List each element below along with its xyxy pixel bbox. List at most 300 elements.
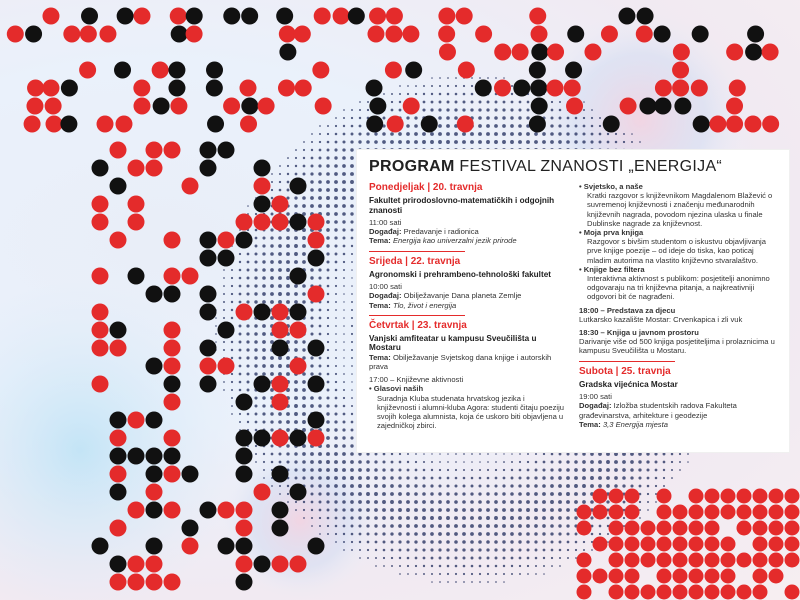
halftone-dot <box>327 341 329 343</box>
halftone-dot <box>279 173 281 175</box>
halftone-dot <box>582 500 586 504</box>
halftone-dot <box>358 140 361 143</box>
halftone-dot <box>583 109 585 111</box>
halftone-dot <box>327 301 329 303</box>
halftone-dot <box>286 236 290 240</box>
halftone-dot <box>470 548 473 551</box>
halftone-dot <box>231 285 233 287</box>
halftone-dot <box>502 108 505 111</box>
halftone-dot <box>431 93 433 95</box>
halftone-dot <box>350 204 354 208</box>
letter-dot <box>153 98 170 115</box>
letter-dot <box>63 26 80 43</box>
halftone-dot <box>439 77 441 79</box>
halftone-dot <box>630 468 634 472</box>
halftone-dot <box>470 500 474 504</box>
halftone-dot <box>574 484 578 488</box>
halftone-dot <box>535 549 538 552</box>
halftone-dot <box>503 469 505 471</box>
halftone-dot <box>534 492 538 496</box>
halftone-dot <box>263 469 265 471</box>
letter-dot <box>674 98 691 115</box>
halftone-dot <box>335 405 338 408</box>
halftone-dot <box>326 252 329 255</box>
halftone-dot <box>231 397 233 399</box>
halftone-dot <box>550 124 553 127</box>
halftone-dot <box>231 269 233 271</box>
halftone-dot <box>502 516 506 520</box>
halftone-dot <box>239 285 242 288</box>
halftone-dot <box>590 468 594 472</box>
halftone-dot <box>542 508 546 512</box>
halftone-dot <box>231 373 233 375</box>
halftone-dot <box>479 581 481 583</box>
halftone-dot <box>511 477 514 480</box>
halftone-dot <box>599 525 602 528</box>
halftone-dot <box>246 324 249 327</box>
saturday-heading: Subota | 25. travnja <box>579 365 671 377</box>
halftone-dot <box>599 133 602 136</box>
halftone-dot <box>439 453 441 455</box>
letter-dot <box>637 8 654 25</box>
halftone-dot <box>454 108 457 111</box>
halftone-dot <box>494 492 497 495</box>
halftone-dot <box>334 188 338 192</box>
halftone-dot <box>574 468 578 472</box>
halftone-dot <box>262 340 266 344</box>
halftone-dot <box>351 341 353 343</box>
letter-dot <box>762 116 779 133</box>
halftone-dot <box>423 461 425 463</box>
halftone-dot <box>342 204 346 208</box>
halftone-dot <box>287 181 290 184</box>
halftone-dot <box>494 484 497 487</box>
halftone-dot <box>543 461 546 464</box>
halftone-dot <box>278 356 282 360</box>
halftone-dot <box>286 284 290 288</box>
halftone-dot <box>414 492 418 496</box>
halftone-dot <box>647 493 649 495</box>
letter-dot <box>61 80 78 97</box>
halftone-dot <box>558 476 562 480</box>
halftone-dot <box>215 341 217 343</box>
halftone-dot <box>535 573 537 575</box>
halftone-dot <box>518 516 522 520</box>
halftone-dot <box>438 132 442 136</box>
letter-dot <box>753 505 768 520</box>
letter-dot <box>92 268 109 285</box>
halftone-dot <box>358 452 361 455</box>
halftone-dot <box>223 269 225 271</box>
letter-dot <box>223 98 240 115</box>
halftone-dot <box>254 252 257 255</box>
halftone-dot <box>494 508 498 512</box>
halftone-dot <box>343 389 345 391</box>
halftone-dot <box>534 484 538 488</box>
halftone-dot <box>614 476 618 480</box>
letter-dot <box>456 8 473 25</box>
letter-dot <box>726 116 743 133</box>
halftone-dot <box>350 212 353 215</box>
halftone-dot <box>462 524 466 528</box>
halftone-dot <box>655 501 657 503</box>
halftone-dot <box>231 317 233 319</box>
halftone-dot <box>311 493 314 496</box>
wednesday-heading: Srijeda | 22. travnja <box>369 255 461 267</box>
halftone-dot <box>374 508 378 512</box>
letter-dot <box>206 80 223 97</box>
halftone-dot <box>470 492 473 495</box>
halftone-dot <box>486 500 490 504</box>
halftone-dot <box>318 196 322 200</box>
halftone-dot <box>342 140 345 143</box>
halftone-dot <box>630 484 633 487</box>
halftone-dot <box>374 532 377 535</box>
halftone-dot <box>351 229 354 232</box>
halftone-dot <box>327 509 330 512</box>
halftone-dot <box>438 116 442 120</box>
halftone-dot <box>302 380 306 384</box>
halftone-dot <box>415 93 417 95</box>
halftone-dot <box>463 565 466 568</box>
halftone-dot <box>343 341 345 343</box>
halftone-dot <box>334 180 338 184</box>
letter-dot <box>236 232 253 249</box>
halftone-dot <box>335 525 338 528</box>
halftone-dot <box>326 188 330 192</box>
halftone-dot <box>311 509 313 511</box>
halftone-dot <box>431 581 433 583</box>
halftone-dot <box>302 196 306 200</box>
halftone-dot <box>390 140 394 144</box>
saturday-event: Događaj: Izložba studentskih radova Fakulteta građevinarstva, arhitekture i geodezije <box>579 401 737 420</box>
letter-dot <box>726 98 743 115</box>
halftone-dot <box>359 125 362 128</box>
halftone-dot <box>494 116 498 120</box>
letter-dot <box>27 80 44 97</box>
letter-dot <box>729 80 746 97</box>
halftone-dot <box>638 452 642 456</box>
halftone-dot <box>406 492 410 496</box>
letter-dot <box>152 62 169 79</box>
halftone-dot <box>487 453 489 455</box>
halftone-dot <box>334 460 338 464</box>
halftone-dot <box>550 532 553 535</box>
letter-dot <box>385 26 402 43</box>
halftone-dot <box>622 476 626 480</box>
halftone-dot <box>399 85 401 87</box>
halftone-dot <box>606 484 610 488</box>
halftone-dot <box>455 453 457 455</box>
letter-dot <box>218 538 235 555</box>
halftone-dot <box>542 468 545 471</box>
letter-dot <box>128 214 145 231</box>
halftone-dot <box>526 524 530 528</box>
halftone-dot <box>351 549 353 551</box>
halftone-dot <box>391 557 393 559</box>
halftone-dot <box>270 420 273 423</box>
halftone-dot <box>326 236 330 240</box>
halftone-dot <box>351 429 354 432</box>
halftone-dot <box>327 125 329 127</box>
halftone-dot <box>327 325 329 327</box>
halftone-dot <box>510 492 514 496</box>
halftone-dot <box>270 364 274 368</box>
halftone-dot <box>247 413 250 416</box>
halftone-dot <box>495 565 498 568</box>
halftone-dot <box>294 388 298 392</box>
halftone-dot <box>255 229 258 232</box>
halftone-dot <box>278 236 282 240</box>
halftone-dot <box>487 581 489 583</box>
halftone-dot <box>398 132 402 136</box>
letter-dot <box>182 520 199 537</box>
halftone-dot <box>278 364 282 368</box>
halftone-dot <box>663 469 665 471</box>
thursday-heading: Četvrtak | 23. travnja <box>369 319 467 331</box>
thursday-item3-title: • Moja prva knjiga <box>579 228 644 238</box>
halftone-dot <box>335 261 338 264</box>
halftone-dot <box>414 516 418 520</box>
halftone-dot <box>279 493 281 495</box>
halftone-dot <box>335 285 337 287</box>
divider <box>369 315 465 316</box>
halftone-dot <box>574 140 577 143</box>
halftone-dot <box>351 365 353 367</box>
halftone-dot <box>494 516 498 520</box>
halftone-dot <box>223 285 225 287</box>
halftone-dot <box>631 133 633 135</box>
halftone-dot <box>583 549 585 551</box>
halftone-dot <box>271 197 274 200</box>
halftone-dot <box>478 116 482 120</box>
halftone-dot <box>439 469 441 471</box>
halftone-dot <box>327 277 330 280</box>
halftone-dot <box>390 468 393 471</box>
halftone-dot <box>495 581 497 583</box>
halftone-dot <box>679 461 681 463</box>
halftone-dot <box>358 508 362 512</box>
halftone-dot <box>462 500 466 504</box>
halftone-dot <box>351 309 353 311</box>
halftone-dot <box>414 116 417 119</box>
halftone-dot <box>551 461 554 464</box>
halftone-dot <box>239 357 242 360</box>
letter-dot <box>769 537 784 552</box>
halftone-dot <box>270 268 274 272</box>
letter-dot <box>721 553 736 568</box>
letter-dot <box>182 268 199 285</box>
halftone-dot <box>454 140 458 144</box>
halftone-dot <box>270 252 274 256</box>
halftone-dot <box>671 453 674 456</box>
halftone-dot <box>326 412 329 415</box>
halftone-dot <box>454 484 457 487</box>
halftone-dot <box>478 524 482 528</box>
letter-dot <box>744 116 761 133</box>
halftone-dot <box>254 324 258 328</box>
halftone-dot <box>454 132 458 136</box>
letter-dot <box>584 44 601 61</box>
halftone-dot <box>286 300 290 304</box>
halftone-dot <box>630 476 633 479</box>
halftone-dot <box>223 301 225 303</box>
letter-dot <box>146 142 163 159</box>
halftone-dot <box>439 461 441 463</box>
letter-dot <box>254 430 271 447</box>
letter-dot <box>236 520 253 537</box>
halftone-dot <box>415 453 417 455</box>
letter-dot <box>709 116 726 133</box>
halftone-dot <box>327 317 329 319</box>
letter-dot <box>164 430 181 447</box>
thursday-theme: Tema: Obilježavanje Svjetskog dana knjige i autorskih prava <box>369 352 552 371</box>
halftone-dot <box>366 492 370 496</box>
letter-dot <box>133 80 150 97</box>
halftone-dot <box>455 85 457 87</box>
halftone-dot <box>351 133 354 136</box>
halftone-dot <box>534 140 538 144</box>
halftone-dot <box>271 445 274 448</box>
halftone-dot <box>486 132 490 136</box>
halftone-dot <box>406 524 410 528</box>
halftone-dot <box>407 549 410 552</box>
letter-dot <box>705 489 720 504</box>
letter-dot <box>529 116 546 133</box>
halftone-dot <box>279 189 282 192</box>
letter-dot <box>726 44 743 61</box>
halftone-dot <box>342 172 346 176</box>
halftone-dot <box>319 133 321 135</box>
letter-dot <box>593 569 608 584</box>
letter-dot <box>254 196 271 213</box>
halftone-dot <box>342 516 345 519</box>
halftone-dot <box>310 268 314 272</box>
halftone-dot <box>247 277 250 280</box>
halftone-dot <box>302 388 306 392</box>
halftone-dot <box>415 85 417 87</box>
letter-dot <box>236 304 253 321</box>
letter-dot <box>254 484 271 501</box>
halftone-dot <box>407 573 409 575</box>
halftone-dot <box>550 140 554 144</box>
letter-dot <box>110 466 127 483</box>
halftone-dot <box>350 180 354 184</box>
halftone-dot <box>390 532 393 535</box>
halftone-dot <box>359 533 362 536</box>
halftone-dot <box>262 268 266 272</box>
halftone-dot <box>463 485 466 488</box>
halftone-dot <box>342 444 346 448</box>
halftone-dot <box>374 492 378 496</box>
halftone-dot <box>319 333 322 336</box>
halftone-dot <box>302 284 306 288</box>
letter-dot <box>366 116 383 133</box>
halftone-dot <box>503 565 505 567</box>
halftone-dot <box>343 413 346 416</box>
halftone-dot <box>582 460 586 464</box>
halftone-dot <box>399 93 401 95</box>
halftone-dot <box>390 484 394 488</box>
thursday-item1-desc: Suradnja Kluba studenata hrvatskog jezika i književnosti i alumni-kluba Agora: studenti čitaju poeziju svojih kolega alumnista, koja će uskoro biti objavljena u zajedničkoj zbirci. <box>377 393 564 431</box>
halftone-dot <box>518 132 522 136</box>
letter-dot <box>673 537 688 552</box>
halftone-dot <box>558 460 561 463</box>
letter-dot <box>290 358 307 375</box>
halftone-dot <box>671 469 673 471</box>
halftone-dot <box>478 492 481 495</box>
letter-dot <box>164 574 181 591</box>
halftone-dot <box>326 404 329 407</box>
halftone-dot <box>270 260 274 264</box>
halftone-dot <box>351 253 353 255</box>
halftone-dot <box>551 565 553 567</box>
halftone-dot <box>399 453 401 455</box>
letter-dot <box>164 502 181 519</box>
halftone-dot <box>511 453 513 455</box>
halftone-dot <box>582 132 585 135</box>
halftone-dot <box>350 164 354 168</box>
halftone-dot <box>270 300 274 304</box>
halftone-dot <box>278 372 282 376</box>
letter-dot <box>218 142 235 159</box>
halftone-dot <box>502 116 505 119</box>
letter-dot <box>529 8 546 25</box>
halftone-dot <box>350 140 353 143</box>
halftone-dot <box>534 476 537 479</box>
halftone-dot <box>326 196 330 200</box>
letter-dot <box>45 116 62 133</box>
letter-dot <box>272 430 289 447</box>
halftone-dot <box>439 477 442 480</box>
halftone-dot <box>575 117 578 120</box>
halftone-dot <box>254 332 258 336</box>
halftone-dot <box>318 452 322 456</box>
halftone-dot <box>487 477 490 480</box>
halftone-dot <box>350 516 353 519</box>
letter-dot <box>110 484 127 501</box>
halftone-dot <box>334 228 337 231</box>
halftone-dot <box>439 85 441 87</box>
halftone-dot <box>351 237 354 240</box>
halftone-dot <box>494 124 498 128</box>
halftone-dot <box>462 108 465 111</box>
halftone-dot <box>375 557 377 559</box>
halftone-dot <box>382 468 385 471</box>
letter-dot <box>547 44 564 61</box>
halftone-dot <box>526 500 530 504</box>
halftone-dot <box>398 516 402 520</box>
halftone-dot <box>591 109 593 111</box>
halftone-dot <box>598 460 602 464</box>
halftone-dot <box>326 500 329 503</box>
halftone-dot <box>502 132 506 136</box>
halftone-dot <box>343 381 345 383</box>
halftone-dot <box>406 132 410 136</box>
halftone-dot <box>350 476 354 480</box>
letter-dot <box>80 26 97 43</box>
halftone-dot <box>310 396 314 400</box>
letter-dot <box>721 505 736 520</box>
letter-dot <box>146 358 163 375</box>
halftone-dot <box>566 132 569 135</box>
halftone-dot <box>511 557 514 560</box>
halftone-dot <box>383 565 385 567</box>
halftone-dot <box>294 412 298 416</box>
halftone-dot <box>367 541 370 544</box>
halftone-dot <box>390 492 394 496</box>
halftone-dot <box>454 532 458 536</box>
